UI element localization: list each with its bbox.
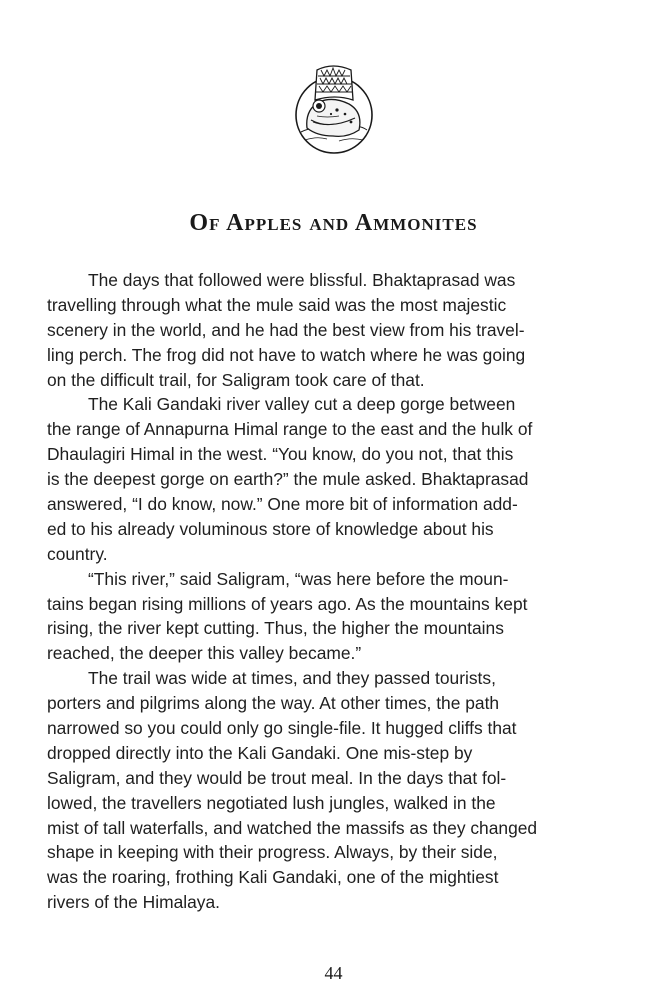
text-line: was the roaring, frothing Kali Gandaki, one of the mightiest [47,867,499,888]
text-line: Saligram, and they would be trout meal. In the days that fol- [47,767,507,788]
text-line: Dhaulagiri Himal in the west. “You know, do you not, that this [47,444,514,465]
text-line: country. [47,543,108,564]
text-line: shape in keeping with their progress. Always, by their side, [47,842,498,863]
page-number: 44 [324,963,343,983]
text-line: is the deepest gorge on earth?” the mule asked. Bhaktaprasad [47,469,529,490]
text-line: scenery in the world, and he had the best view from his travel- [47,319,525,340]
text-line: the range of Annapurna Himal range to the east and the hulk of [47,419,533,440]
paragraph-first-line: The Kali Gandaki river valley cut a deep gorge between [88,394,516,415]
text-line: rising, the river kept cutting. Thus, the higher the mountains [47,618,504,639]
text-line: porters and pilgrims along the way. At other times, the path [47,693,500,714]
body-text [47,268,619,915]
text-line: ling perch. The frog did not have to watch where he was going [47,344,526,365]
text-line: ed to his already voluminous store of knowledge about his [47,518,494,539]
text-line: mist of tall waterfalls, and watched the massifs as they changed [47,817,538,838]
text-line: answered, “I do know, now.” One more bit of information add- [47,494,518,515]
text-line: on the difficult trail, for Saligram took care of that. [47,369,425,390]
text-line: narrowed so you could only go single-file. It hugged cliffs that [47,718,517,739]
text-line: tains began rising millions of years ago. As the mountains kept [47,593,528,614]
paragraph-first-line: The days that followed were blissful. Bhaktaprasad was [88,270,516,290]
frog-with-hat-icon [293,60,375,160]
text-line: travelling through what the mule said was the most majestic [47,294,507,315]
text-line: rivers of the Himalaya. [47,892,220,913]
chapter-title: Of Apples and Ammonites [189,210,478,236]
paragraph-first-line: The trail was wide at times, and they passed tourists, [88,668,496,689]
text-line: dropped directly into the Kali Gandaki. One mis-step by [47,742,473,763]
paragraph-first-line: “This river,” said Saligram, “was here before the moun- [88,568,509,589]
text-line: reached, the deeper this valley became.” [47,643,362,664]
text-line: lowed, the travellers negotiated lush jungles, walked in the [47,792,496,813]
